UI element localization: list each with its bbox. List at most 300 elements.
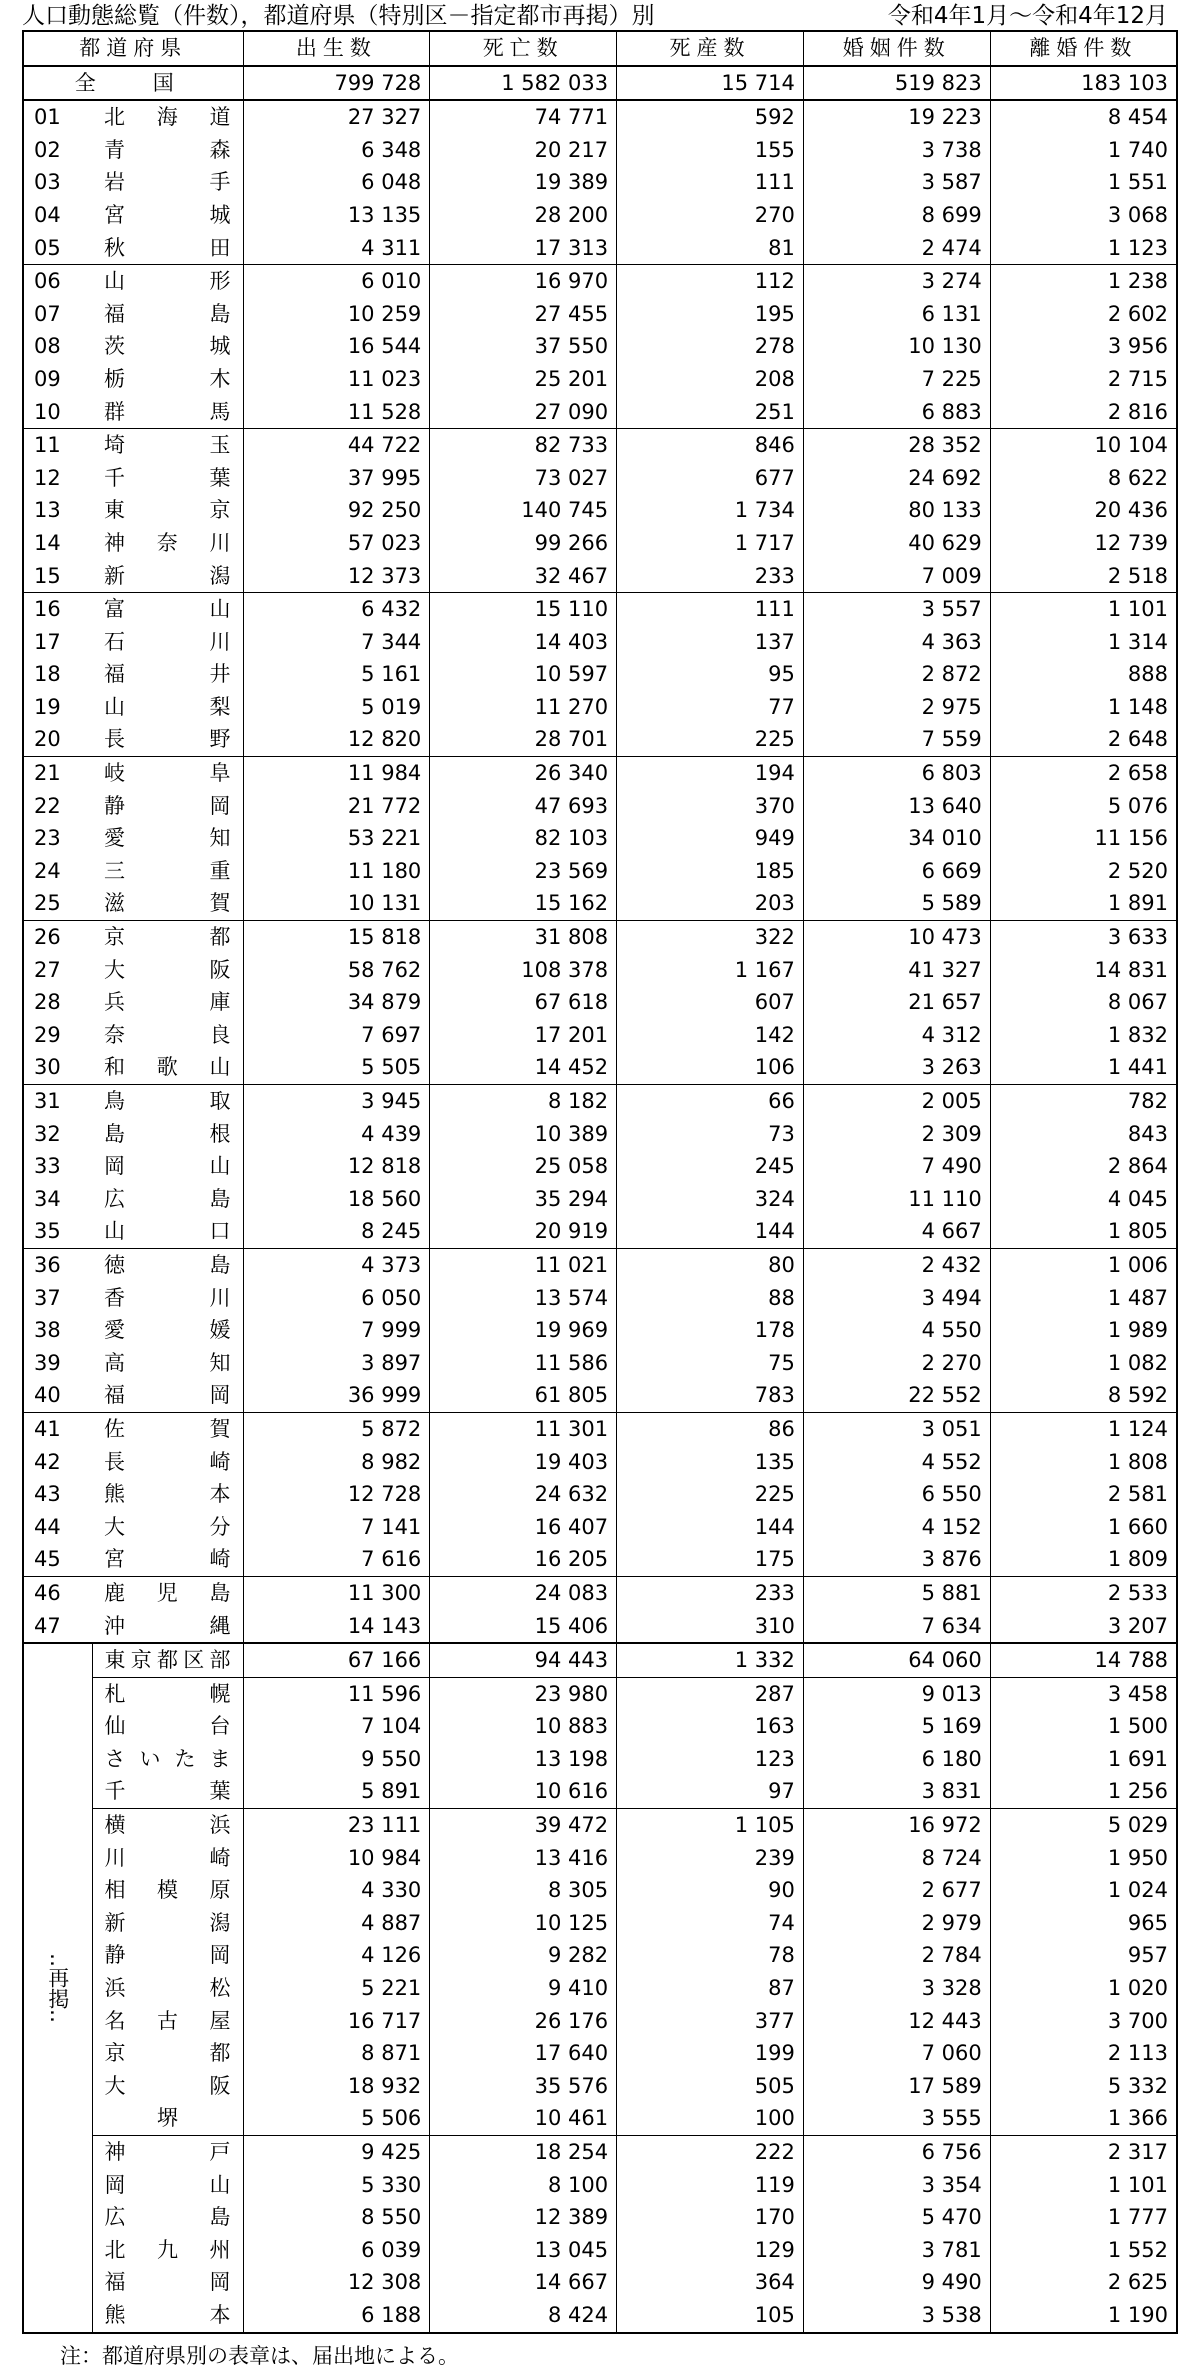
- value-cell: 377: [617, 2005, 804, 2038]
- value-cell: 12 373: [243, 560, 430, 593]
- prefecture-name: 秋田: [92, 232, 243, 265]
- header-stillbirths: 死産数: [617, 31, 804, 66]
- value-cell: 2 533: [990, 1576, 1177, 1609]
- reprint-row: [23, 2037, 1177, 2070]
- value-cell: 4 126: [243, 1939, 430, 1972]
- value-cell: 5 029: [990, 1809, 1177, 1842]
- prefecture-row: [23, 887, 1177, 920]
- value-cell: 155: [617, 134, 804, 167]
- value-cell: 8 724: [803, 1842, 990, 1875]
- reprint-row: [23, 2169, 1177, 2202]
- prefecture-row: [23, 1282, 1177, 1315]
- prefecture-code: 43: [34, 1482, 61, 1507]
- prefecture-name: 岐阜: [104, 761, 231, 786]
- prefecture-name: 熊本: [104, 1482, 231, 1507]
- value-cell: 199: [617, 2037, 804, 2070]
- prefecture-row: [23, 986, 1177, 1019]
- value-cell: 7 104: [243, 1710, 430, 1743]
- value-cell: 16 717: [243, 2005, 430, 2038]
- city-name: 北九州: [104, 2237, 231, 2262]
- value-cell: 26 176: [430, 2005, 617, 2038]
- value-cell: 239: [617, 1842, 804, 1875]
- value-cell: 7 060: [803, 2037, 990, 2070]
- value-cell: 4 550: [803, 1314, 990, 1347]
- city-name: さいたま: [104, 1746, 231, 1771]
- value-cell: 3 781: [803, 2234, 990, 2267]
- value-cell: 2 816: [990, 396, 1177, 429]
- value-cell: 607: [617, 986, 804, 1019]
- value-cell: 10 984: [243, 1842, 430, 1875]
- prefecture-code: 24: [34, 858, 61, 883]
- value-cell: 3 538: [803, 2299, 990, 2333]
- value-cell: 11 270: [430, 691, 617, 724]
- prefecture-row: [23, 363, 1177, 396]
- value-cell: 9 282: [430, 1939, 617, 1972]
- value-cell: 25 058: [430, 1150, 617, 1183]
- value-cell: 64 060: [803, 1643, 990, 1677]
- prefecture-row: [23, 494, 1177, 527]
- city-name: 堺: [92, 2102, 243, 2135]
- value-cell: 3 207: [990, 1610, 1177, 1644]
- prefecture-code: 34: [34, 1186, 61, 1211]
- value-cell: 14 143: [243, 1610, 430, 1644]
- value-cell: 12 820: [243, 723, 430, 756]
- value-cell: 163: [617, 1710, 804, 1743]
- value-cell: 15 110: [430, 593, 617, 626]
- value-cell: 9 425: [243, 2136, 430, 2169]
- value-cell: 4 552: [803, 1446, 990, 1479]
- value-cell: 170: [617, 2201, 804, 2234]
- value-cell: 1 487: [990, 1282, 1177, 1315]
- reprint-row: [23, 1842, 1177, 1875]
- value-cell: 17 313: [430, 232, 617, 265]
- prefecture-code: 27: [34, 957, 61, 982]
- prefecture-code: 19: [34, 694, 61, 719]
- value-cell: 11 023: [243, 363, 430, 396]
- value-cell: 592: [617, 100, 804, 134]
- prefecture-name: 岩手: [104, 170, 231, 195]
- value-cell: 2 270: [803, 1347, 990, 1380]
- value-cell: 20 217: [430, 134, 617, 167]
- value-cell: 194: [617, 757, 804, 790]
- value-cell: 12 389: [430, 2201, 617, 2234]
- value-cell: 4 330: [243, 1874, 430, 1907]
- prefecture-name: 福岡: [92, 1379, 243, 1412]
- value-cell: 144: [617, 1215, 804, 1248]
- value-cell: 1 777: [990, 2201, 1177, 2234]
- value-cell: 7 225: [803, 363, 990, 396]
- prefecture-name: 奈良: [104, 1022, 231, 1047]
- value-cell: 77: [617, 691, 804, 724]
- value-cell: 99 266: [430, 527, 617, 560]
- value-cell: 3 831: [803, 1775, 990, 1808]
- city-name: 新潟: [104, 1910, 231, 1935]
- value-cell: 1 809: [990, 1543, 1177, 1576]
- value-cell: 324: [617, 1183, 804, 1216]
- prefecture-name: 長崎: [104, 1449, 231, 1474]
- value-cell: 14 831: [990, 954, 1177, 987]
- value-cell: 108 378: [430, 954, 617, 987]
- value-cell: 10 104: [990, 429, 1177, 462]
- reprint-row: [23, 1972, 1177, 2005]
- value-cell: 1 551: [990, 166, 1177, 199]
- value-cell: 957: [990, 1939, 1177, 1972]
- prefecture-code: 28: [34, 990, 61, 1015]
- value-cell: 10 461: [430, 2102, 617, 2135]
- reprint-row: [23, 2136, 1177, 2169]
- reprint-label: ‥再掲‥: [23, 1643, 92, 2332]
- prefecture-row: [23, 1543, 1177, 1576]
- prefecture-code: 09: [34, 366, 61, 391]
- value-cell: 73 027: [430, 462, 617, 495]
- header-row: [23, 31, 1177, 66]
- header-divorces: 離婚件数: [990, 31, 1177, 66]
- prefecture-row: [23, 921, 1177, 954]
- value-cell: 37 995: [243, 462, 430, 495]
- prefecture-code: 31: [34, 1089, 61, 1113]
- value-cell: 2 317: [990, 2136, 1177, 2169]
- value-cell: 111: [617, 166, 804, 199]
- value-cell: 11 180: [243, 855, 430, 888]
- reprint-row: [23, 1874, 1177, 1907]
- prefecture-row: [23, 1478, 1177, 1511]
- value-cell: 32 467: [430, 560, 617, 593]
- value-cell: 140 745: [430, 494, 617, 527]
- city-name: 相模原: [104, 1878, 231, 1903]
- prefecture-code: 12: [34, 465, 61, 490]
- city-name: 熊本: [104, 2302, 231, 2327]
- value-cell: 15 406: [430, 1610, 617, 1644]
- value-cell: 1 124: [990, 1412, 1177, 1445]
- value-cell: 58 762: [243, 954, 430, 987]
- value-cell: 225: [617, 1478, 804, 1511]
- value-cell: 24 083: [430, 1576, 617, 1609]
- prefecture-name: 佐賀: [104, 1416, 231, 1441]
- value-cell: 2 979: [803, 1907, 990, 1940]
- prefecture-row: [23, 822, 1177, 855]
- prefecture-row: [23, 757, 1177, 790]
- city-name: 広島: [104, 2205, 231, 2230]
- value-cell: 13 640: [803, 790, 990, 823]
- value-cell: 1 006: [990, 1248, 1177, 1281]
- prefecture-code: 11: [34, 433, 61, 458]
- prefecture-row: [23, 1412, 1177, 1445]
- value-cell: 17 640: [430, 2037, 617, 2070]
- value-cell: 2 518: [990, 560, 1177, 593]
- prefecture-code: 03: [34, 170, 61, 195]
- reprint-row: [23, 1907, 1177, 1940]
- prefecture-row: [23, 199, 1177, 232]
- prefecture-code: 46: [34, 1580, 61, 1605]
- value-cell: 8 245: [243, 1215, 430, 1248]
- value-cell: 6 550: [803, 1478, 990, 1511]
- prefecture-name: 山口: [92, 1215, 243, 1248]
- reprint-row: [23, 1710, 1177, 1743]
- reprint-row: [23, 1743, 1177, 1776]
- value-cell: 6 048: [243, 166, 430, 199]
- value-cell: 53 221: [243, 822, 430, 855]
- prefecture-name: 岡山: [104, 1154, 231, 1179]
- prefecture-code: 30: [23, 1051, 92, 1084]
- prefecture-row: [23, 1248, 1177, 1281]
- value-cell: 3 700: [990, 2005, 1177, 2038]
- prefecture-code: 37: [34, 1285, 61, 1310]
- value-cell: 1 805: [990, 1215, 1177, 1248]
- prefecture-code: 14: [34, 530, 61, 555]
- value-cell: 35 294: [430, 1183, 617, 1216]
- header-prefecture: 都道府県: [23, 31, 243, 66]
- value-cell: 782: [990, 1085, 1177, 1118]
- value-cell: 1 148: [990, 691, 1177, 724]
- prefecture-code: 17: [34, 629, 61, 654]
- header-marriages: 婚姻件数: [803, 31, 990, 66]
- value-cell: 31 808: [430, 921, 617, 954]
- value-cell: 1 891: [990, 887, 1177, 920]
- city-name: 千葉: [92, 1775, 243, 1808]
- value-cell: 7 697: [243, 1019, 430, 1052]
- prefecture-name: 沖縄: [104, 1613, 231, 1638]
- value-cell: 67 166: [243, 1643, 430, 1677]
- value-cell: 12 739: [990, 527, 1177, 560]
- prefecture-code: 05: [23, 232, 92, 265]
- prefecture-name: 群馬: [92, 396, 243, 429]
- value-cell: 5 506: [243, 2102, 430, 2135]
- reprint-row: [23, 2266, 1177, 2299]
- value-cell: 1 660: [990, 1511, 1177, 1544]
- prefecture-row: [23, 330, 1177, 363]
- value-cell: 3 897: [243, 1347, 430, 1380]
- table-period: 令和4年1月～令和4年12月: [887, 3, 1168, 29]
- footnote: 注：都道府県別の表章は、届出地による。: [60, 2344, 459, 2368]
- value-cell: 1 256: [990, 1775, 1177, 1808]
- value-cell: 61 805: [430, 1379, 617, 1412]
- city-name: 川崎: [104, 1845, 231, 1870]
- value-cell: 11 300: [243, 1576, 430, 1609]
- prefecture-code: 16: [34, 597, 61, 622]
- value-cell: 5 589: [803, 887, 990, 920]
- prefecture-name: 島根: [104, 1121, 231, 1146]
- prefecture-code: 06: [34, 269, 61, 294]
- value-cell: 95: [617, 658, 804, 691]
- value-cell: 6 803: [803, 757, 990, 790]
- value-cell: 2 309: [803, 1118, 990, 1151]
- value-cell: 119: [617, 2169, 804, 2202]
- value-cell: 7 616: [243, 1543, 430, 1576]
- value-cell: 322: [617, 921, 804, 954]
- value-cell: 4 363: [803, 626, 990, 659]
- prefecture-code: 36: [34, 1252, 61, 1277]
- value-cell: 3 263: [803, 1051, 990, 1084]
- prefecture-name: 神奈川: [104, 530, 231, 555]
- prefecture-code: 02: [34, 137, 61, 162]
- value-cell: 6 010: [243, 265, 430, 298]
- prefecture-row: [23, 298, 1177, 331]
- prefecture-code: 42: [34, 1449, 61, 1474]
- prefecture-row: [23, 658, 1177, 691]
- value-cell: 74 771: [430, 100, 617, 134]
- value-cell: 1 808: [990, 1446, 1177, 1479]
- city-name: 名古屋: [104, 2008, 231, 2033]
- prefecture-code: 23: [34, 826, 61, 851]
- reprint-row: [23, 1939, 1177, 1972]
- prefecture-row: [23, 1118, 1177, 1151]
- value-cell: 6 188: [243, 2299, 430, 2333]
- city-name: 東京都区部: [92, 1643, 243, 1677]
- value-cell: 2 474: [803, 232, 990, 265]
- prefecture-row: [23, 593, 1177, 626]
- value-cell: 9 013: [803, 1677, 990, 1710]
- value-cell: 11 156: [990, 822, 1177, 855]
- prefecture-name: 長野: [92, 723, 243, 756]
- vital-statistics-table: [22, 30, 1178, 2334]
- value-cell: 4 439: [243, 1118, 430, 1151]
- prefecture-name: 広島: [104, 1186, 231, 1211]
- national-marriages: 519 823: [803, 66, 990, 101]
- reprint-row: [23, 2201, 1177, 2234]
- value-cell: 3 068: [990, 199, 1177, 232]
- value-cell: 9 550: [243, 1743, 430, 1776]
- value-cell: 24 632: [430, 1478, 617, 1511]
- prefecture-name: 和歌山: [92, 1051, 243, 1084]
- national-births: 799 728: [243, 66, 430, 101]
- value-cell: 3 458: [990, 1677, 1177, 1710]
- value-cell: 37 550: [430, 330, 617, 363]
- value-cell: 287: [617, 1677, 804, 1710]
- prefecture-code: 39: [34, 1350, 61, 1375]
- prefecture-name: 愛知: [104, 826, 231, 851]
- value-cell: 73: [617, 1118, 804, 1151]
- value-cell: 81: [617, 232, 804, 265]
- value-cell: 1 082: [990, 1347, 1177, 1380]
- value-cell: 19 403: [430, 1446, 617, 1479]
- value-cell: 47 693: [430, 790, 617, 823]
- value-cell: 3 051: [803, 1412, 990, 1445]
- value-cell: 195: [617, 298, 804, 331]
- value-cell: 11 301: [430, 1412, 617, 1445]
- value-cell: 16 407: [430, 1511, 617, 1544]
- value-cell: 74: [617, 1907, 804, 1940]
- value-cell: 11 110: [803, 1183, 990, 1216]
- value-cell: 11 984: [243, 757, 430, 790]
- value-cell: 278: [617, 330, 804, 363]
- prefecture-name: 宮崎: [92, 1543, 243, 1576]
- prefecture-row: [23, 1610, 1177, 1644]
- city-name: 大阪: [104, 2073, 231, 2098]
- value-cell: 7 009: [803, 560, 990, 593]
- value-cell: 67 618: [430, 986, 617, 1019]
- value-cell: 11 021: [430, 1248, 617, 1281]
- value-cell: 3 876: [803, 1543, 990, 1576]
- prefecture-code: 07: [34, 301, 61, 326]
- value-cell: 8 305: [430, 1874, 617, 1907]
- value-cell: 2 648: [990, 723, 1177, 756]
- city-name: 岡山: [104, 2172, 231, 2197]
- value-cell: 8 982: [243, 1446, 430, 1479]
- value-cell: 3 557: [803, 593, 990, 626]
- prefecture-code: 32: [34, 1121, 61, 1146]
- value-cell: 370: [617, 790, 804, 823]
- value-cell: 2 625: [990, 2266, 1177, 2299]
- prefecture-name: 山形: [104, 269, 231, 294]
- prefecture-code: 22: [34, 793, 61, 818]
- prefecture-row: [23, 1314, 1177, 1347]
- value-cell: 1 101: [990, 2169, 1177, 2202]
- prefecture-name: 香川: [104, 1285, 231, 1310]
- value-cell: 16 970: [430, 265, 617, 298]
- value-cell: 1 123: [990, 232, 1177, 265]
- value-cell: 97: [617, 1775, 804, 1808]
- value-cell: 3 956: [990, 330, 1177, 363]
- value-cell: 19 223: [803, 100, 990, 134]
- value-cell: 11 528: [243, 396, 430, 429]
- value-cell: 1 717: [617, 527, 804, 560]
- prefecture-name: 福井: [104, 662, 231, 687]
- prefecture-name: 三重: [104, 858, 231, 883]
- value-cell: 3 738: [803, 134, 990, 167]
- header-births: 出生数: [243, 31, 430, 66]
- reprint-row: [23, 2102, 1177, 2135]
- value-cell: 78: [617, 1939, 804, 1972]
- prefecture-row: [23, 790, 1177, 823]
- value-cell: 6 669: [803, 855, 990, 888]
- prefecture-row: [23, 723, 1177, 756]
- value-cell: 10 616: [430, 1775, 617, 1808]
- value-cell: 9 490: [803, 2266, 990, 2299]
- value-cell: 112: [617, 265, 804, 298]
- prefecture-code: 41: [34, 1416, 61, 1441]
- city-name: 仙台: [104, 1714, 231, 1739]
- value-cell: 34 879: [243, 986, 430, 1019]
- value-cell: 2 658: [990, 757, 1177, 790]
- value-cell: 2 784: [803, 1939, 990, 1972]
- value-cell: 14 452: [430, 1051, 617, 1084]
- value-cell: 310: [617, 1610, 804, 1644]
- value-cell: 3 555: [803, 2102, 990, 2135]
- value-cell: 233: [617, 560, 804, 593]
- value-cell: 137: [617, 626, 804, 659]
- value-cell: 8 592: [990, 1379, 1177, 1412]
- value-cell: 123: [617, 1743, 804, 1776]
- value-cell: 36 999: [243, 1379, 430, 1412]
- reprint-row: [23, 1809, 1177, 1842]
- value-cell: 1 950: [990, 1842, 1177, 1875]
- table-title: 人口動態総覧（件数），都道府県（特別区－指定都市再掲）別: [22, 3, 655, 29]
- value-cell: 5 505: [243, 1051, 430, 1084]
- prefecture-name: 千葉: [104, 465, 231, 490]
- value-cell: 17 201: [430, 1019, 617, 1052]
- prefecture-row: [23, 954, 1177, 987]
- prefecture-name: 静岡: [104, 793, 231, 818]
- value-cell: 75: [617, 1347, 804, 1380]
- value-cell: 5 470: [803, 2201, 990, 2234]
- value-cell: 25 201: [430, 363, 617, 396]
- value-cell: 86: [617, 1412, 804, 1445]
- value-cell: 6 131: [803, 298, 990, 331]
- value-cell: 142: [617, 1019, 804, 1052]
- value-cell: 8 182: [430, 1085, 617, 1118]
- value-cell: 15 162: [430, 887, 617, 920]
- prefecture-code: 13: [34, 498, 61, 523]
- prefecture-code: 20: [23, 723, 92, 756]
- value-cell: 8 699: [803, 199, 990, 232]
- prefecture-name: 青森: [104, 137, 231, 162]
- value-cell: 6 348: [243, 134, 430, 167]
- prefecture-code: 18: [34, 662, 61, 687]
- value-cell: 4 045: [990, 1183, 1177, 1216]
- prefecture-code: 10: [23, 396, 92, 429]
- value-cell: 3 945: [243, 1085, 430, 1118]
- prefecture-row: [23, 626, 1177, 659]
